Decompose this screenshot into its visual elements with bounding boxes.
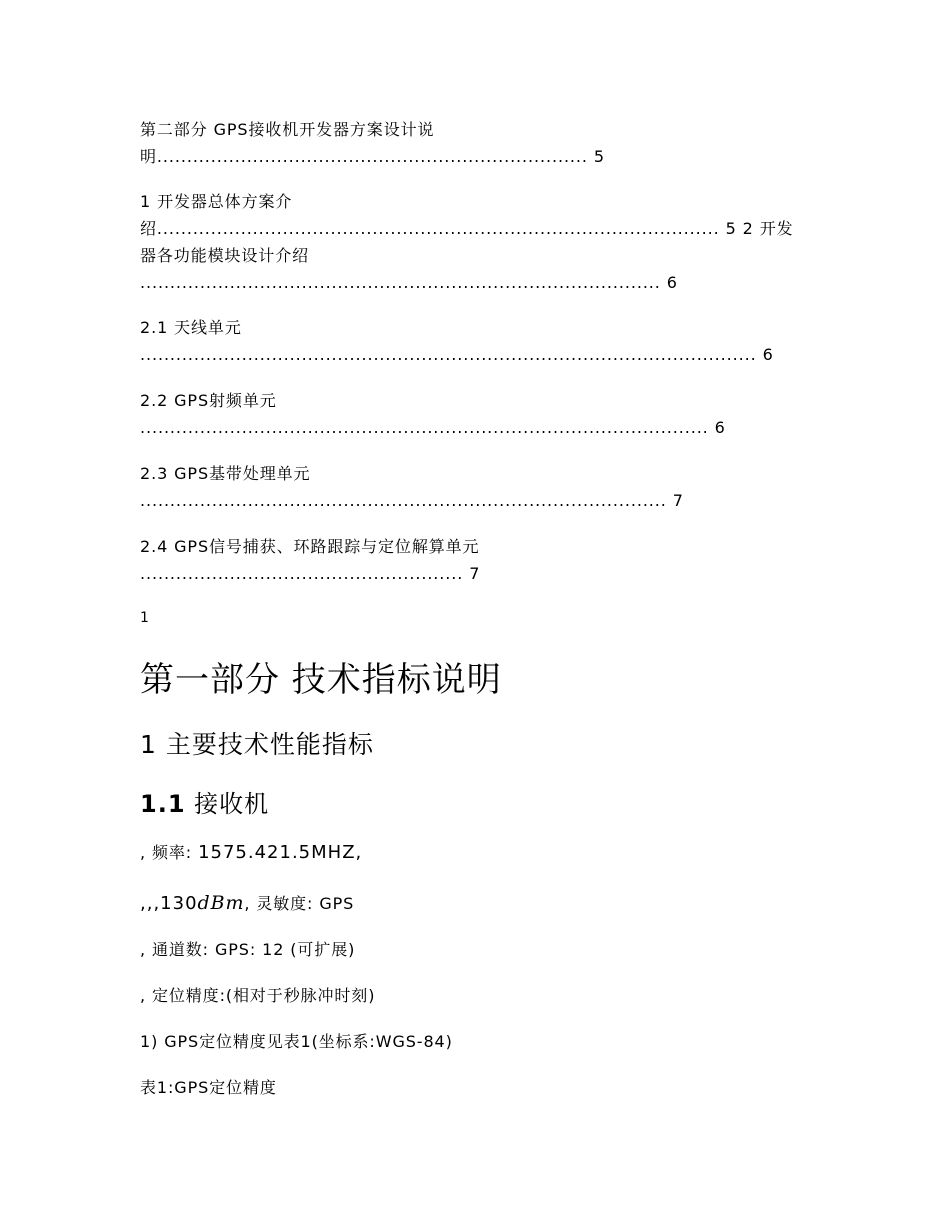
toc-s2-page: 6 xyxy=(666,273,678,292)
toc-s1-cont: 绍 xyxy=(140,219,157,238)
toc-part2-line xyxy=(140,147,605,167)
sensitivity-label: , 灵敏度: GPS xyxy=(244,894,355,913)
toc-s1-dots: .............................................................................................. xyxy=(156,219,720,238)
heading-part1: 第一部分 技术指标说明 xyxy=(140,660,502,700)
heading-section-1: 1 主要技术性能指标 xyxy=(140,730,374,759)
toc-s24-title: 2.4 GPS信号捕获、环路跟踪与定位解算单元 xyxy=(140,537,480,556)
toc-s23-dots: ........................................................................................ xyxy=(140,491,667,510)
toc-s22-title: 2.2 GPS射频单元 xyxy=(140,391,277,410)
frequency-value: 1575.421.5MHZ, xyxy=(198,842,363,863)
heading-section-1-1-number: 1.1 xyxy=(140,790,186,818)
toc-s21-page: 6 xyxy=(762,345,774,364)
toc-s2-title: 器各功能模块设计介绍 xyxy=(140,246,310,265)
toc-s21-line xyxy=(140,345,774,365)
toc-s21-title: 2.1 天线单元 xyxy=(140,318,242,337)
page-number: 1 xyxy=(140,610,150,626)
toc-s23-title: 2.3 GPS基带处理单元 xyxy=(140,464,311,483)
toc-s24-line xyxy=(140,564,480,584)
table-caption: 表1:GPS定位精度 xyxy=(140,1078,277,1097)
toc-s22-dots: ............................................................................................... xyxy=(140,418,709,437)
toc-s1-line xyxy=(140,219,794,239)
heading-section-1-1 xyxy=(140,789,269,819)
toc-s1-title: 1 开发器总体方案介 xyxy=(140,192,293,211)
toc-s23-line xyxy=(140,491,684,511)
toc-part2-cont: 明 xyxy=(140,147,157,166)
sensitivity-unit: dBm xyxy=(197,892,245,914)
toc-s22-line xyxy=(140,418,726,438)
toc-part2-page: 5 xyxy=(593,147,605,166)
toc-s21-dots: ....................................................................................................... xyxy=(140,345,757,364)
toc-s2-dots: ....................................................................................... xyxy=(140,273,661,292)
toc-s22-page: 6 xyxy=(714,418,726,437)
toc-s1-tail: 5 2 开发 xyxy=(725,219,794,238)
toc-part2-dots: ........................................................................ xyxy=(156,147,588,166)
frequency-label: , 频率: xyxy=(140,843,199,862)
sensitivity-value: ,,,130 xyxy=(140,893,198,914)
toc-s23-page: 7 xyxy=(672,491,684,510)
frequency-line xyxy=(140,843,362,863)
channels-line: , 通道数: GPS: 12 (可扩展) xyxy=(140,940,356,959)
accuracy-line: , 定位精度:(相对于秒脉冲时刻) xyxy=(140,986,376,1005)
toc-part2-title: 第二部分 GPS接收机开发器方案设计说 xyxy=(140,120,435,139)
accuracy-item-1: 1) GPS定位精度见表1(坐标系:WGS-84) xyxy=(140,1032,453,1051)
sensitivity-line xyxy=(140,893,354,914)
toc-s24-page: 7 xyxy=(469,564,481,583)
heading-section-1-1-text: 接收机 xyxy=(194,790,270,818)
toc-s24-dots: ...................................................... xyxy=(140,564,464,583)
toc-s2-line xyxy=(140,273,678,293)
